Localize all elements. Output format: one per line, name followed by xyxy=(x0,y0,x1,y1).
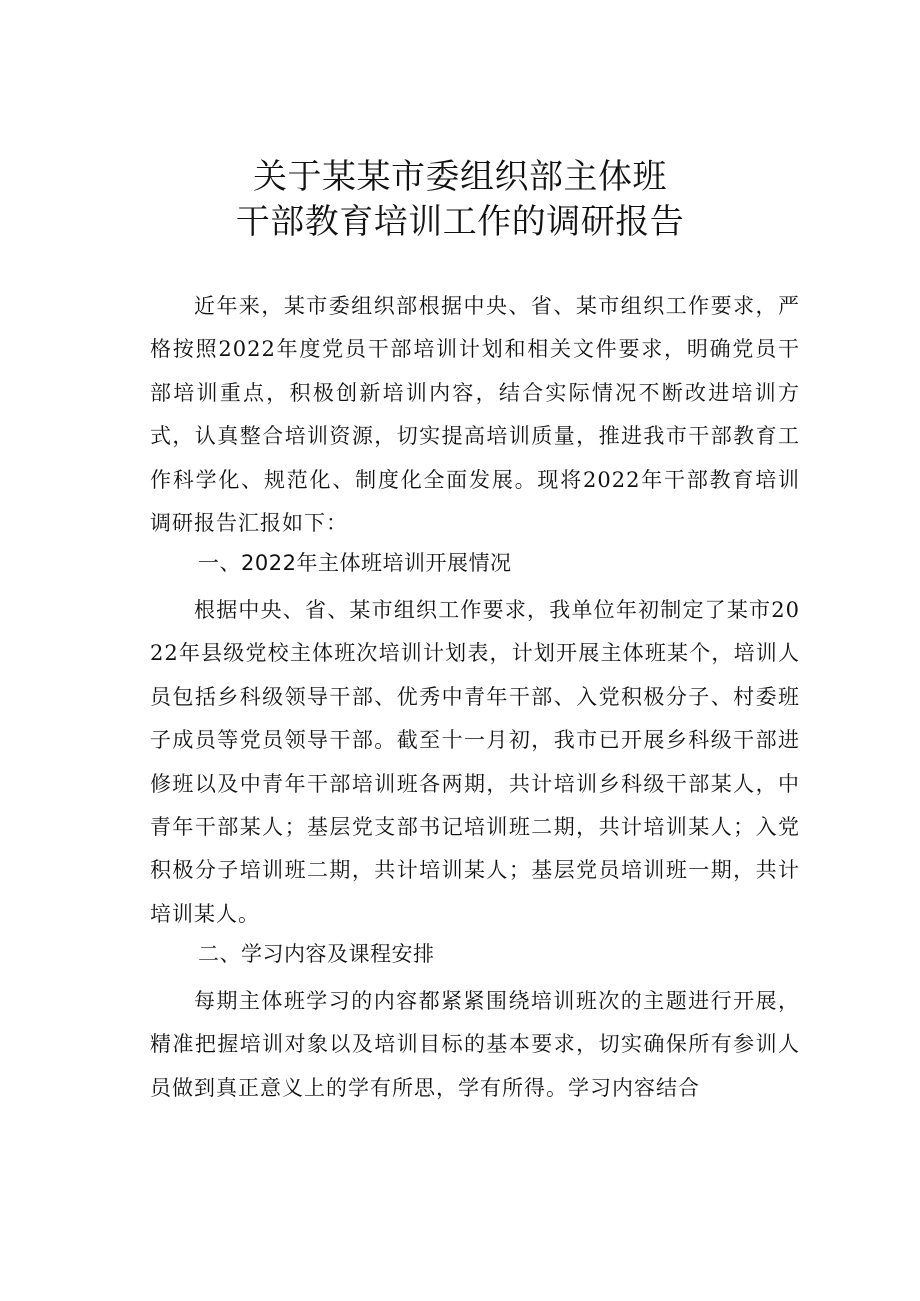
title-line-2: 干部教育培训工作的调研报告 xyxy=(235,202,685,242)
section-2-paragraph: 每期主体班学习的内容都紧紧围绕培训班次的主题进行开展，精准把握培训对象以及培训目标的基本要求，切实确保所有参训人员做到真正意义上的学有所思，学有所得。学习内容结合 xyxy=(150,989,800,1100)
section-1-heading: 一、2022年主体班培训开展情况 xyxy=(198,551,512,575)
section-2-heading: 二、学习内容及课程安排 xyxy=(198,942,435,966)
intro-paragraph: 近年来，某市委组织部根据中央、省、某市组织工作要求，严格按照2022年度党员干部培训计划和相关文件要求，明确党员干部培训重点，积极创新培训内容，结合实际情况不断改进培训方式，认真整合培训资源，切实提高培训质量，推进我市干部教育工作科学化、规范化、制度化全面发展。现将2022年干部教育培训调研报告汇报如下： xyxy=(150,294,800,536)
title-line-1: 关于某某市委组织部主体班 xyxy=(253,157,667,197)
section-1-paragraph: 根据中央、省、某市组织工作要求，我单位年初制定了某市2022年县级党校主体班次培训计划表，计划开展主体班某个，培训人员包括乡科级领导干部、优秀中青年干部、入党积极分子、村委班子成员等党员领导干部。截至十一月初，我市已开展乡科级干部进修班以及中青年干部培训班各两期，共计培训乡科级干部某人，中青年干部某人；基层党支部书记培训班二期，共计培训某人；入党积极分子培训班二期，共计培训某人；基层党员培训班一期，共计培训某人。 xyxy=(150,598,800,926)
